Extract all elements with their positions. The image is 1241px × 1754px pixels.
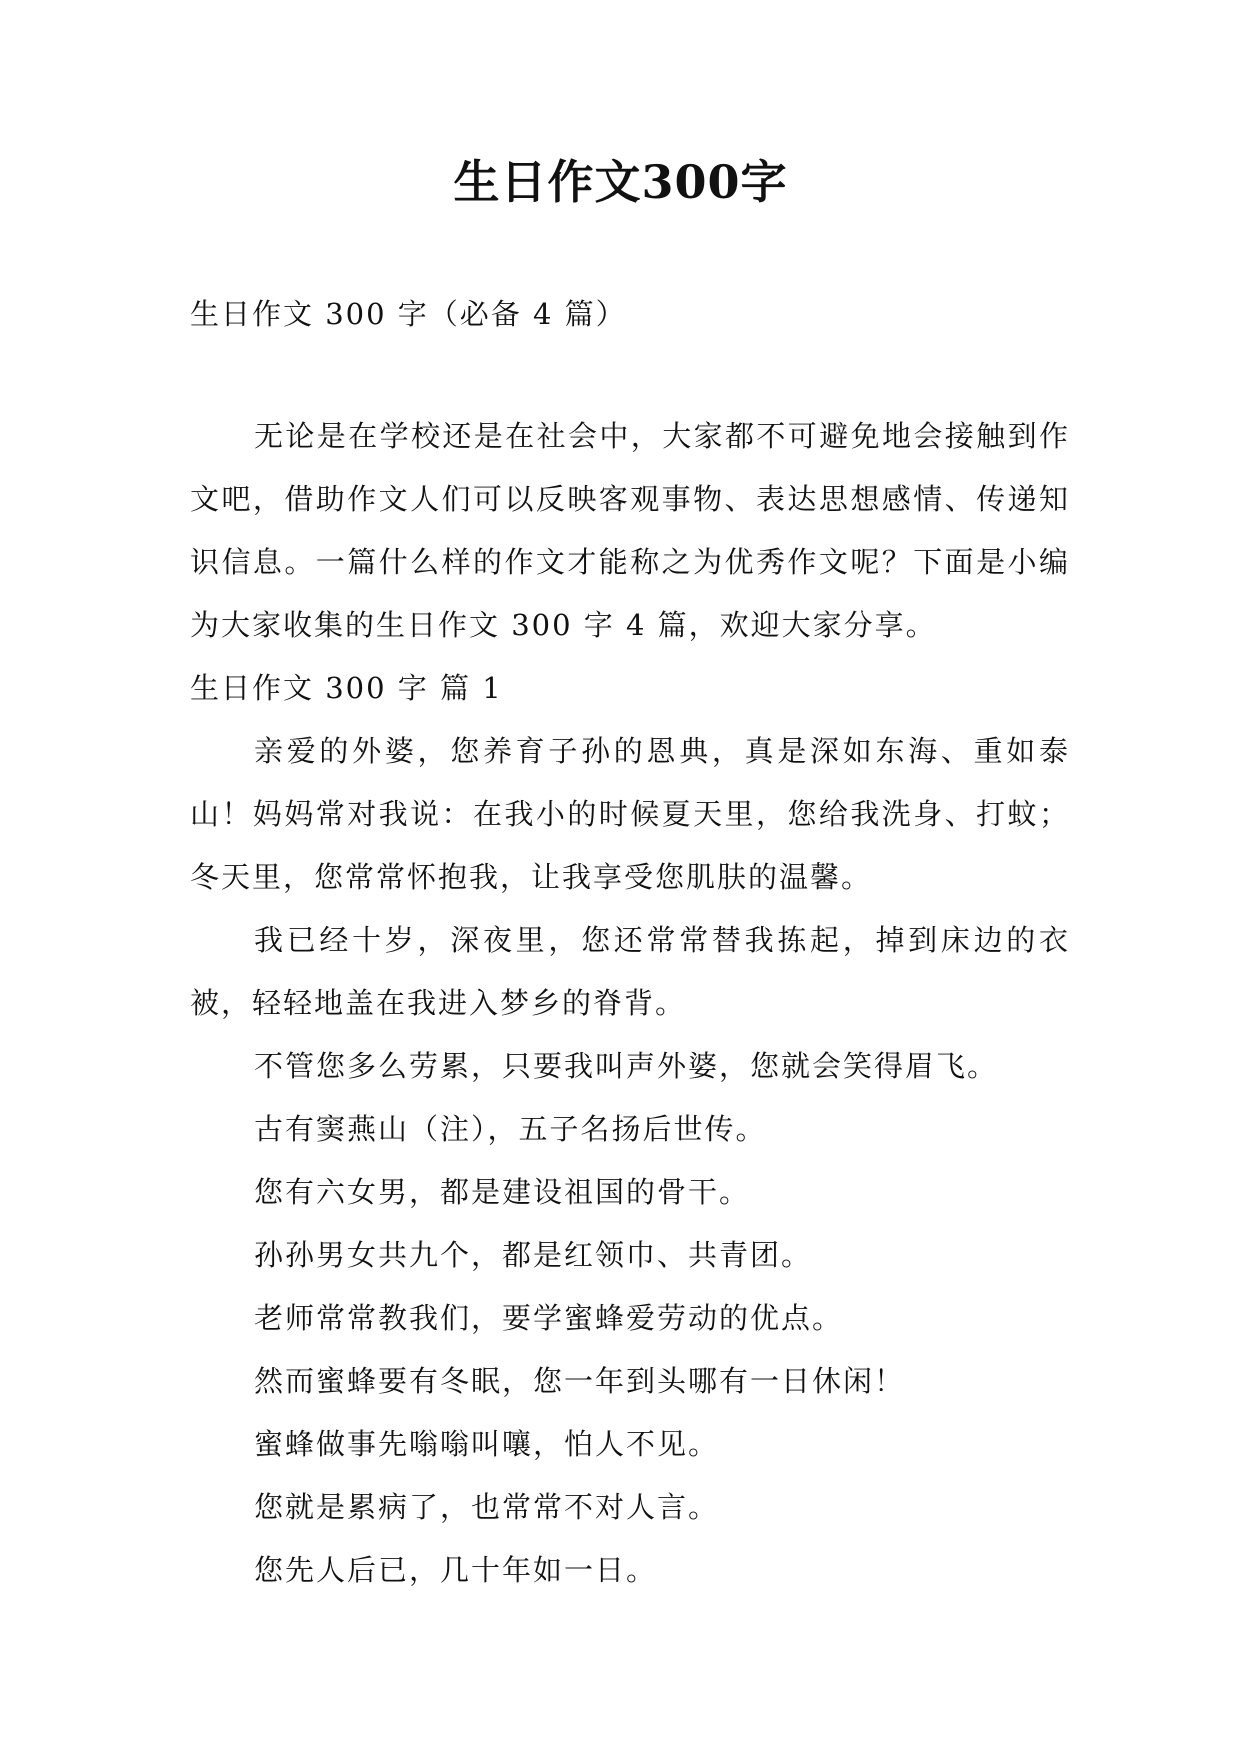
document-body [190,405,1070,1602]
poem-line: 您就是累病了，也常常不对人言。 [254,1490,720,1524]
document-subtitle: 生日作文 300 字（必备 4 篇） [190,297,627,331]
body-paragraph: 亲爱的外婆，您养育子孙的恩典，真是深如东海、重如泰山！妈妈常对我说：在我小的时候夏天里，您给我洗身、打蚊；冬天里，您常常怀抱我，让我享受您肌肤的温馨。 [190,734,1070,894]
poem-line: 您有六女男，都是建设祖国的骨干。 [254,1175,751,1209]
poem-line: 然而蜜蜂要有冬眠，您一年到头哪有一日休闲！ [254,1364,906,1398]
poem-line: 古有窦燕山（注），五子名扬后世传。 [254,1112,767,1146]
poem-line: 蜜蜂做事先嗡嗡叫嚷，怕人不见。 [254,1427,720,1461]
intro-paragraph: 无论是在学校还是在社会中，大家都不可避免地会接触到作文吧，借助作文人们可以反映客观事物、表达思想感情、传递知识信息。一篇什么样的作文才能称之为优秀作文呢？下面是小编为大家收集的生日作文 300 字 4 篇，欢迎大家分享。 [190,419,1070,642]
poem-line: 不管您多么劳累，只要我叫声外婆，您就会笑得眉飞。 [254,1049,999,1083]
poem-line: 您先人后已，几十年如一日。 [254,1553,658,1587]
poem-line: 孙孙男女共九个，都是红领巾、共青团。 [254,1238,813,1272]
section-heading: 生日作文 300 字 篇 1 [190,671,503,705]
poem-line: 老师常常教我们，要学蜜蜂爱劳动的优点。 [254,1301,844,1335]
document-title: 生日作文300字 [453,155,788,209]
body-paragraph: 我已经十岁，深夜里，您还常常替我拣起，掉到床边的衣被，轻轻地盖在我进入梦乡的脊背。 [190,923,1070,1020]
